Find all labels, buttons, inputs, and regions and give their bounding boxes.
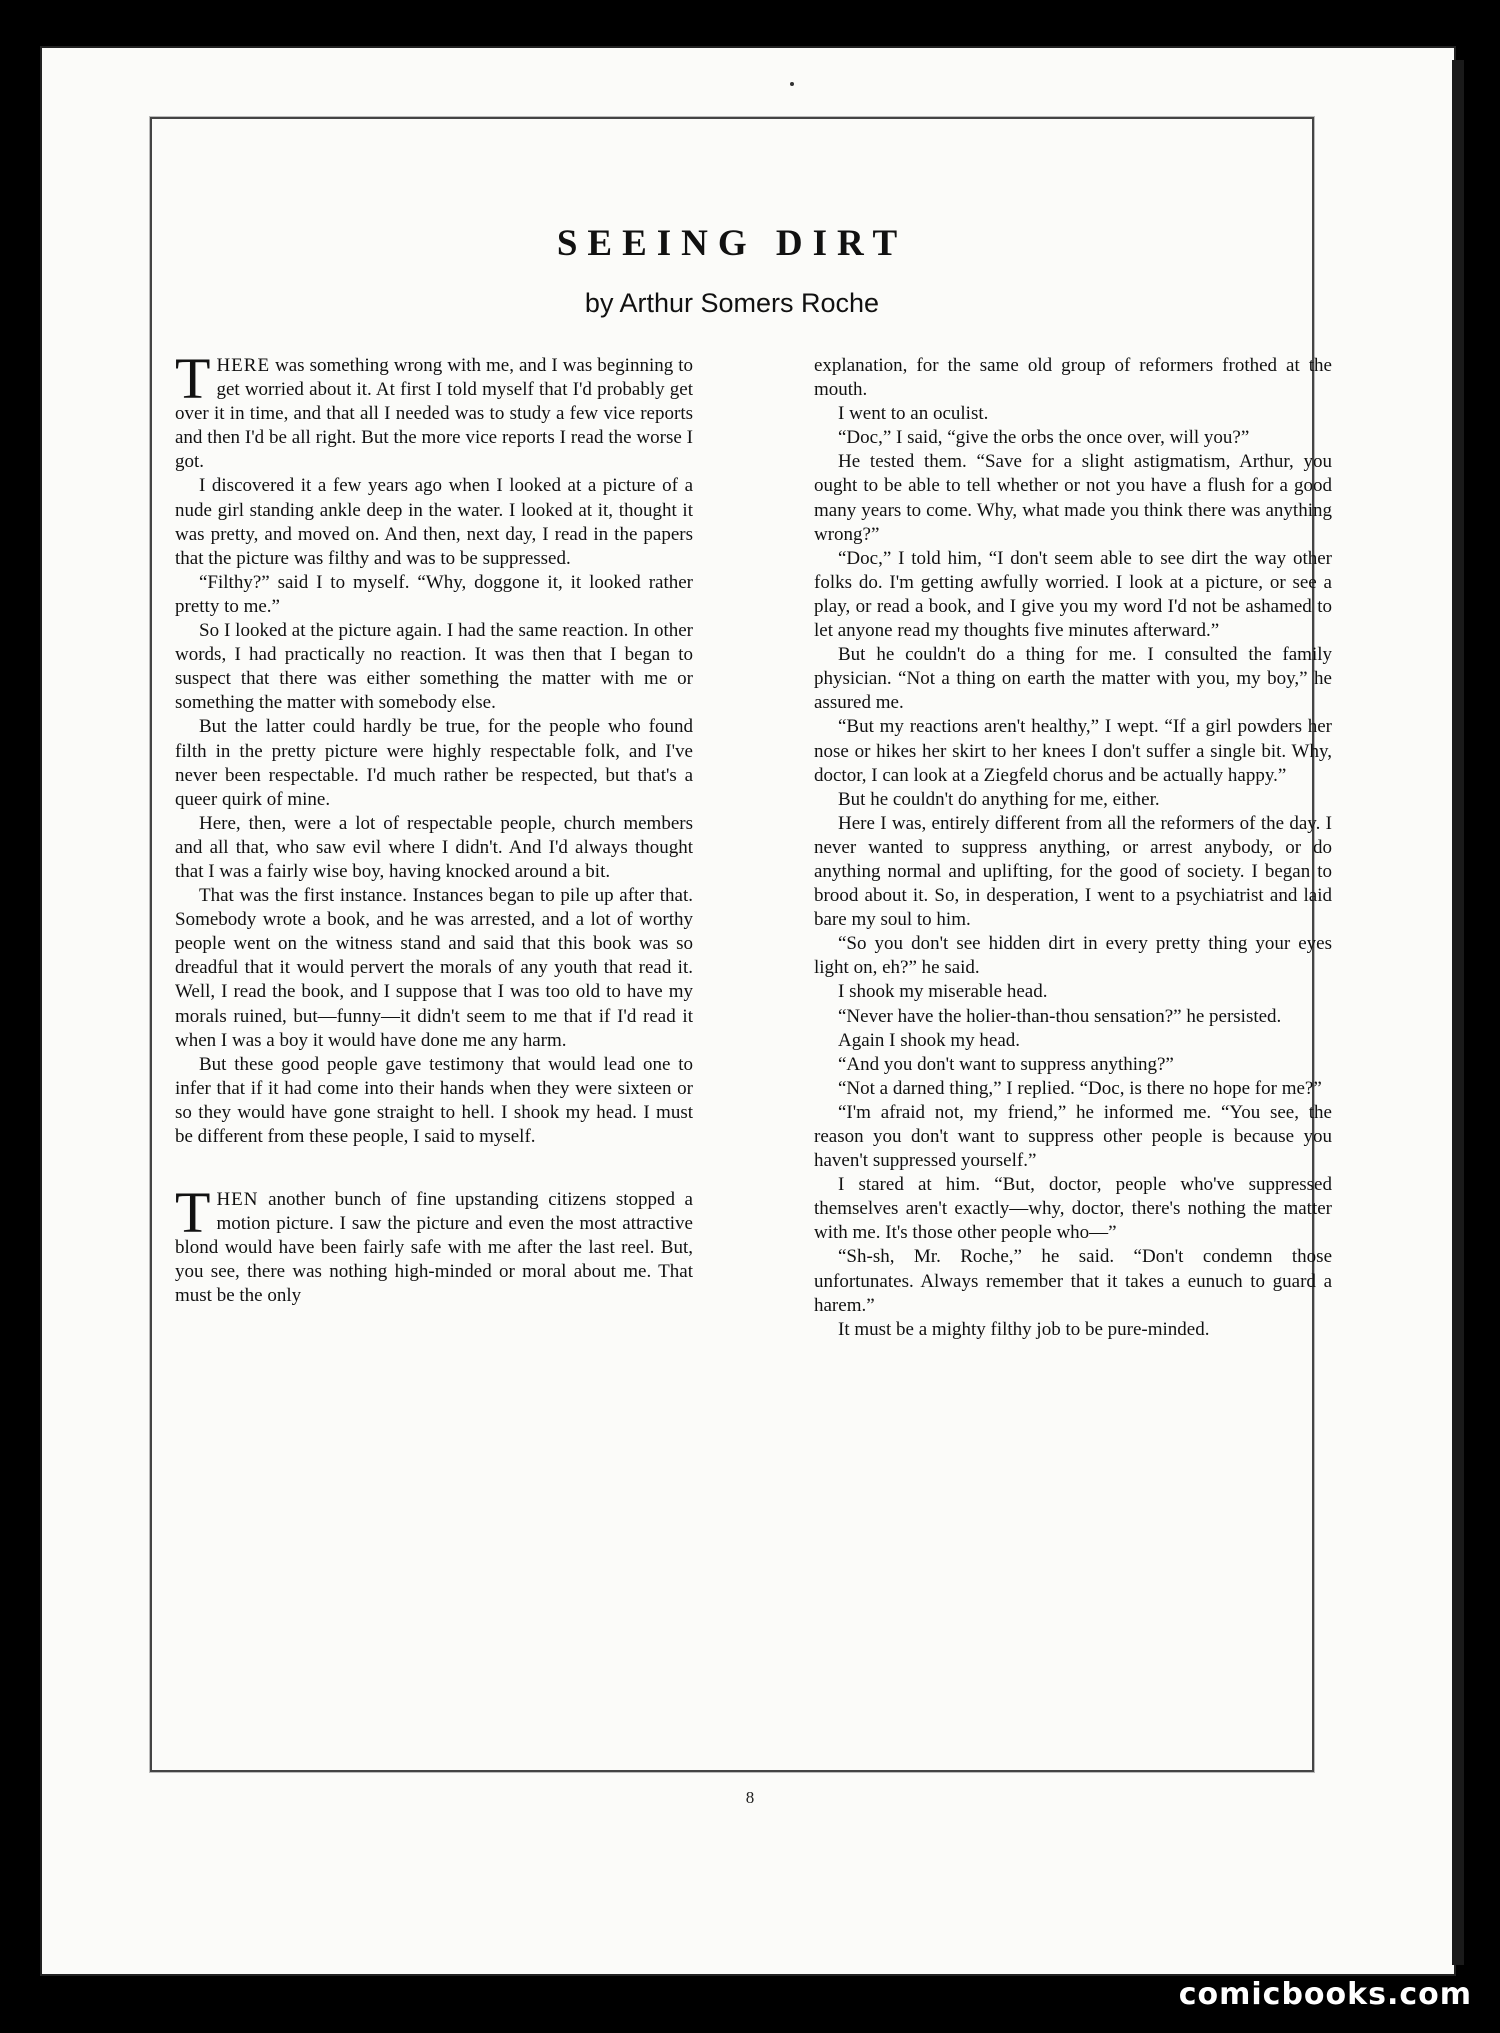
paragraph: But he couldn't do a thing for me. I consulted the family physician. “Not a thing on earth the matter with you, my boy,” he assured me. [814, 644, 1332, 714]
site-watermark: comicbooks.com [1178, 1977, 1472, 2012]
paragraph: Again I shook my head. [838, 1029, 1021, 1051]
paragraph: But he couldn't do anything for me, either. [838, 788, 1160, 810]
page-edge [1452, 60, 1464, 1965]
paragraph: That was the first instance. Instances began to pile up after that. Somebody wrote a book, and he was arrested, and a lot of worthy people went on the witness stand and said that this book was so dreadful that it would pervert the morals of any youth that read it. Well, I read the book, and I suppose that I was too old to have my morals ruined, but—funny—it didn't seem to me that if I'd read it when I was a boy it would have done me any harm. [175, 885, 693, 1051]
paragraph: So I looked at the picture again. I had the same reaction. In other words, I had practically no reaction. It was then that I began to suspect that there was either something the matter with me or something the matter with somebody else. [175, 620, 693, 714]
page-number: 8 [745, 1788, 755, 1807]
paragraph [175, 1180, 693, 1308]
right-column [814, 354, 1332, 1342]
paragraph: I stared at him. “But, doctor, people who've suppressed themselves aren't exactly—why, doctor, there's nothing the matter with me. It's those other people who—” [814, 1174, 1332, 1244]
print-speck [790, 82, 794, 86]
drop-cap: T [175, 346, 211, 411]
paragraph: explanation, for the same old group of reformers frothed at the mouth. [814, 355, 1332, 401]
paragraph: “I'm afraid not, my friend,” he informed me. “You see, the reason you don't want to suppress other people is because you haven't suppressed yourself.” [814, 1101, 1332, 1172]
paragraph: He tested them. “Save for a slight astigmatism, Arthur, you ought to be able to tell whether or not you have a flush for a good many years to come. Why, what made you think there was anything wrong?” [814, 451, 1332, 545]
paragraph: “Filthy?” said I to myself. “Why, doggone it, it looked rather pretty to me.” [175, 571, 693, 617]
paragraph: “Not a darned thing,” I replied. “Doc, is there no hope for me?” [838, 1077, 1322, 1099]
paragraph: “Doc,” I said, “give the orbs the once over, will you?” [838, 427, 1250, 449]
paragraph: “Sh-sh, Mr. Roche,” he said. “Don't condemn those unfortunates. Always remember that it takes a eunuch to guard a harem.” [814, 1246, 1332, 1316]
paragraph: “Doc,” I told him, “I don't seem able to see dirt the way other folks do. I'm getting awfully worried. I look at a picture, or see a play, or read a book, and I give you my word I'd not be ashamed to let anyone read my thoughts five minutes afterward.” [814, 547, 1332, 642]
lead-in: HERE [216, 355, 271, 376]
paragraph: Here, then, were a lot of respectable people, church members and all that, who saw evil where I didn't. And I'd always thought that I was a fairly wise boy, having knocked around a bit. [175, 812, 693, 882]
paragraph: I discovered it a few years ago when I looked at a picture of a nude girl standing ankle deep in the water. I looked at it, thought it was pretty, and moved on. And then, next day, I read in the papers that the picture was filthy and was to be suppressed. [175, 475, 693, 569]
paragraph: “And you don't want to suppress anything?” [838, 1053, 1174, 1075]
article-title: SEEING DIRT [556, 223, 908, 264]
lead-in: HEN [216, 1189, 259, 1211]
paragraph-text: another bunch of fine upstanding citizens stopped a motion picture. I saw the picture and even the most attractive blond would have been fairly safe with me after the last reel. But, you see, there was nothing high-minded or moral about me. That must be the only [175, 1189, 693, 1307]
paragraph: “Never have the holier-than-thou sensation?” he persisted. [838, 1005, 1282, 1027]
paragraph [175, 346, 693, 474]
left-column [175, 346, 693, 1309]
paragraph: But these good people gave testimony that would lead one to infer that if it had come into their hands when they were sixteen or so they would have gone straight to hell. I shook my head. I must be different from these people, I said to myself. [175, 1053, 693, 1147]
paragraph-text: was something wrong with me, and I was beginning to get worried about it. At first I told myself that I'd probably get over it in time, and that all I needed was to study a few vice reports and then I'd be all right. But the more vice reports I read the worse I got. [175, 355, 693, 473]
paragraph: I went to an oculist. [838, 403, 989, 425]
drop-cap: T [175, 1180, 211, 1246]
paragraph: I shook my miserable head. [838, 981, 1048, 1003]
paragraph: “So you don't see hidden dirt in every pretty thing your eyes light on, eh?” he said. [814, 933, 1332, 979]
paragraph: It must be a mighty filthy job to be pure-minded. [838, 1318, 1210, 1340]
paragraph: “But my reactions aren't healthy,” I wept. “If a girl powders her nose or hikes her skirt to her knees I don't suffer a single bit. Why, doctor, I can look at a Ziegfeld chorus and be actually happy.” [814, 716, 1332, 786]
article-byline: by Arthur Somers Roche [584, 288, 880, 318]
paragraph: Here I was, entirely different from all the reformers of the day. I never wanted to suppress anything, or arrest anybody, or do anything normal and uplifting, for the good of society. I began to brood about it. So, in desperation, I went to a psychiatrist and laid bare my soul to him. [814, 812, 1332, 931]
paragraph: But the latter could hardly be true, for the people who found filth in the pretty picture were highly respectable folk, and I've never been respectable. I'd much rather be respected, but that's a queer quirk of mine. [175, 716, 693, 810]
